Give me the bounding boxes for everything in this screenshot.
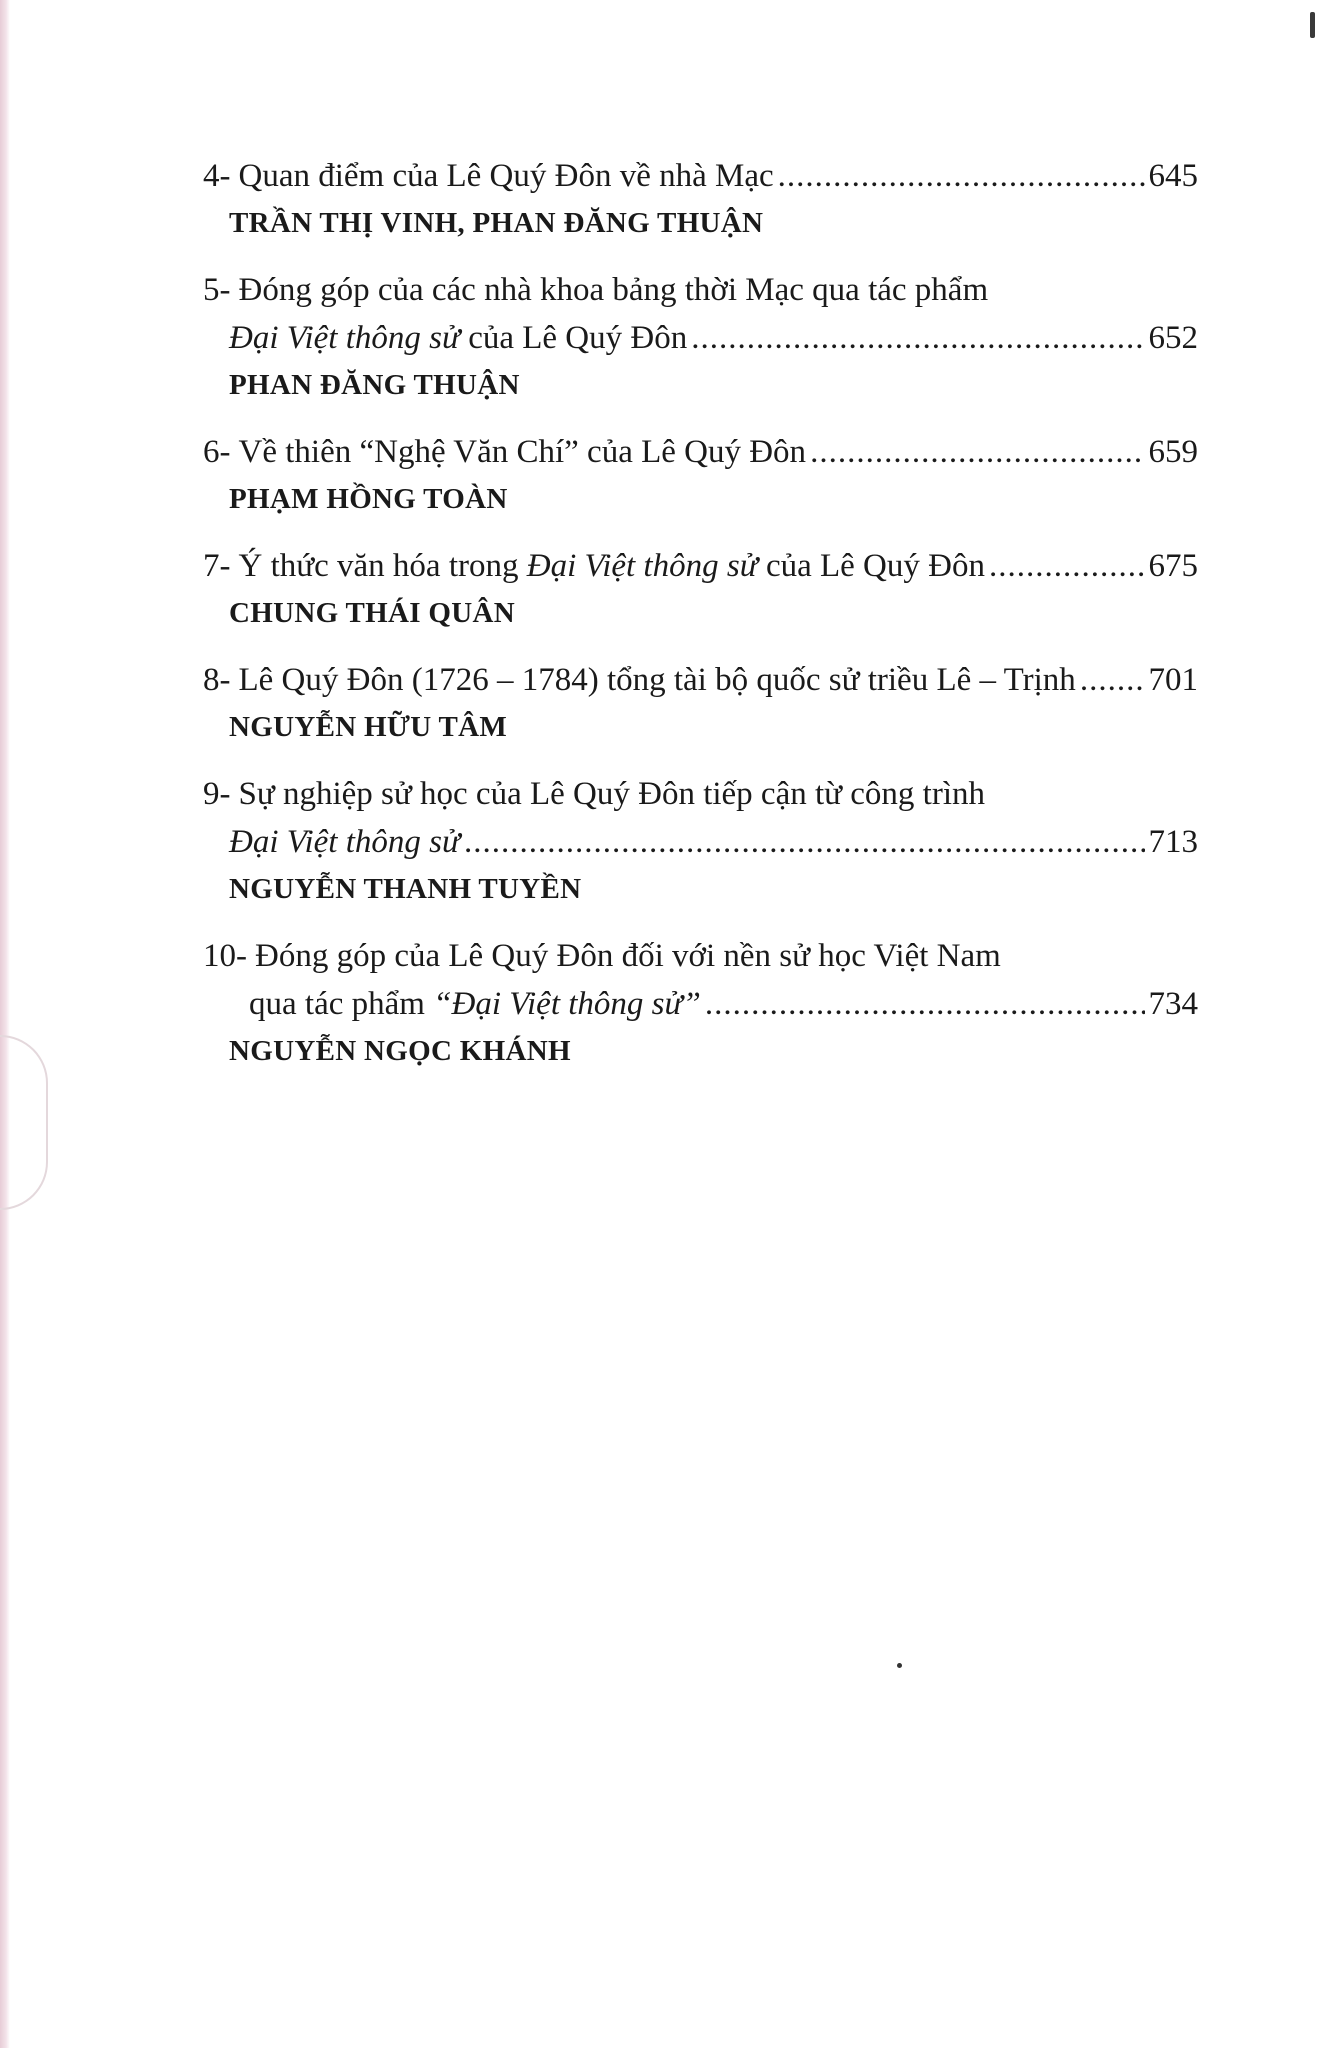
title-segment: Quan điểm của Lê Quý Đôn về nhà Mạc [238, 158, 774, 194]
toc-entry-author: CHUNG THÁI QUÂN [229, 597, 515, 629]
dot-leader [691, 314, 1144, 362]
toc-page-number: 701 [1148, 662, 1198, 698]
toc-entry-continuation-line [203, 314, 1198, 362]
toc-page-number: 734 [1148, 986, 1198, 1022]
toc-entry [203, 656, 1198, 750]
toc-page-number: 652 [1148, 320, 1198, 356]
toc-entry-title [229, 818, 460, 866]
toc-entry-number: 5- [203, 272, 231, 308]
toc-entry-author: PHẠM HỒNG TOÀN [229, 483, 508, 515]
toc-entry-title-line [203, 428, 1198, 476]
toc-entry-title-line [203, 656, 1198, 704]
toc-entry [203, 932, 1198, 1074]
dot-leader [1080, 656, 1145, 704]
title-segment: Lê Quý Đôn (1726 – 1784) tổng tài bộ quốc sử triều Lê – Trịnh [238, 662, 1076, 698]
toc-entry-title-line [203, 542, 1198, 590]
toc-entry-author: PHAN ĐĂNG THUẬN [229, 369, 520, 401]
title-segment: Sự nghiệp sử học của Lê Quý Đôn tiếp cận từ công trình [238, 776, 985, 812]
toc-page-number: 675 [1148, 548, 1198, 584]
title-segment: Đóng góp của các nhà khoa bảng thời Mạc qua tác phẩm [238, 272, 989, 308]
toc-entry-author: NGUYỄN HỮU TÂM [229, 711, 508, 743]
toc-entry-title [255, 932, 1001, 980]
toc-page-number: 645 [1148, 158, 1198, 194]
stray-dot [897, 1663, 902, 1668]
toc-entry-author: NGUYỄN THANH TUYỀN [229, 873, 582, 905]
italic-work-title: Đại Việt thông sử [229, 320, 460, 356]
toc-entry [203, 770, 1198, 912]
toc-entry-continuation-line [203, 980, 1198, 1028]
toc-entry [203, 152, 1198, 246]
toc-entry-title-line [203, 932, 1198, 980]
dot-leader [705, 980, 1145, 1028]
italic-work-title: “Đại Việt thông sử” [433, 986, 701, 1022]
table-of-contents [203, 152, 1198, 1094]
toc-entry [203, 428, 1198, 522]
toc-entry-number: 10- [203, 938, 247, 974]
toc-entry-title [239, 152, 774, 200]
italic-work-title: Đại Việt thông sử [229, 824, 460, 860]
toc-entry [203, 542, 1198, 636]
toc-entry-title-line [203, 266, 1198, 314]
toc-entry-title [249, 980, 701, 1028]
toc-entry-title [239, 656, 1076, 704]
toc-entry-number: 6- [203, 434, 231, 470]
page-edge [0, 0, 10, 2048]
toc-page-number: 713 [1148, 824, 1198, 860]
page-edge-notch [0, 1035, 48, 1210]
toc-entry-number: 9- [203, 776, 231, 812]
dot-leader [810, 428, 1144, 476]
toc-entry-title-line [203, 770, 1198, 818]
italic-work-title: Đại Việt thông sử [526, 548, 758, 584]
title-segment: Về thiên “Nghệ Văn Chí” của Lê Quý Đôn [238, 434, 807, 470]
title-segment: qua tác phẩm [249, 986, 434, 1022]
dot-leader [464, 818, 1145, 866]
corner-mark [1310, 12, 1315, 38]
title-segment: Ý thức văn hóa trong [238, 548, 527, 584]
toc-entry-number: 7- [203, 548, 231, 584]
toc-entry-author: NGUYỄN NGỌC KHÁNH [229, 1035, 571, 1067]
toc-entry-title [239, 266, 989, 314]
toc-entry-title [239, 542, 985, 590]
dot-leader [778, 152, 1145, 200]
toc-entry-title-line [203, 152, 1198, 200]
toc-entry-continuation-line [203, 818, 1198, 866]
toc-entry-number: 8- [203, 662, 231, 698]
toc-page-number: 659 [1148, 434, 1198, 470]
title-segment: Đóng góp của Lê Quý Đôn đối với nền sử học Việt Nam [255, 938, 1001, 974]
toc-entry-author: TRẦN THỊ VINH, PHAN ĐĂNG THUẬN [229, 207, 764, 239]
toc-entry-title [229, 314, 687, 362]
title-segment: của Lê Quý Đôn [757, 548, 985, 584]
toc-entry-title [239, 770, 986, 818]
title-segment: của Lê Quý Đôn [459, 320, 688, 356]
dot-leader [989, 542, 1145, 590]
toc-entry [203, 266, 1198, 408]
toc-entry-number: 4- [203, 158, 231, 194]
toc-entry-title [239, 428, 807, 476]
